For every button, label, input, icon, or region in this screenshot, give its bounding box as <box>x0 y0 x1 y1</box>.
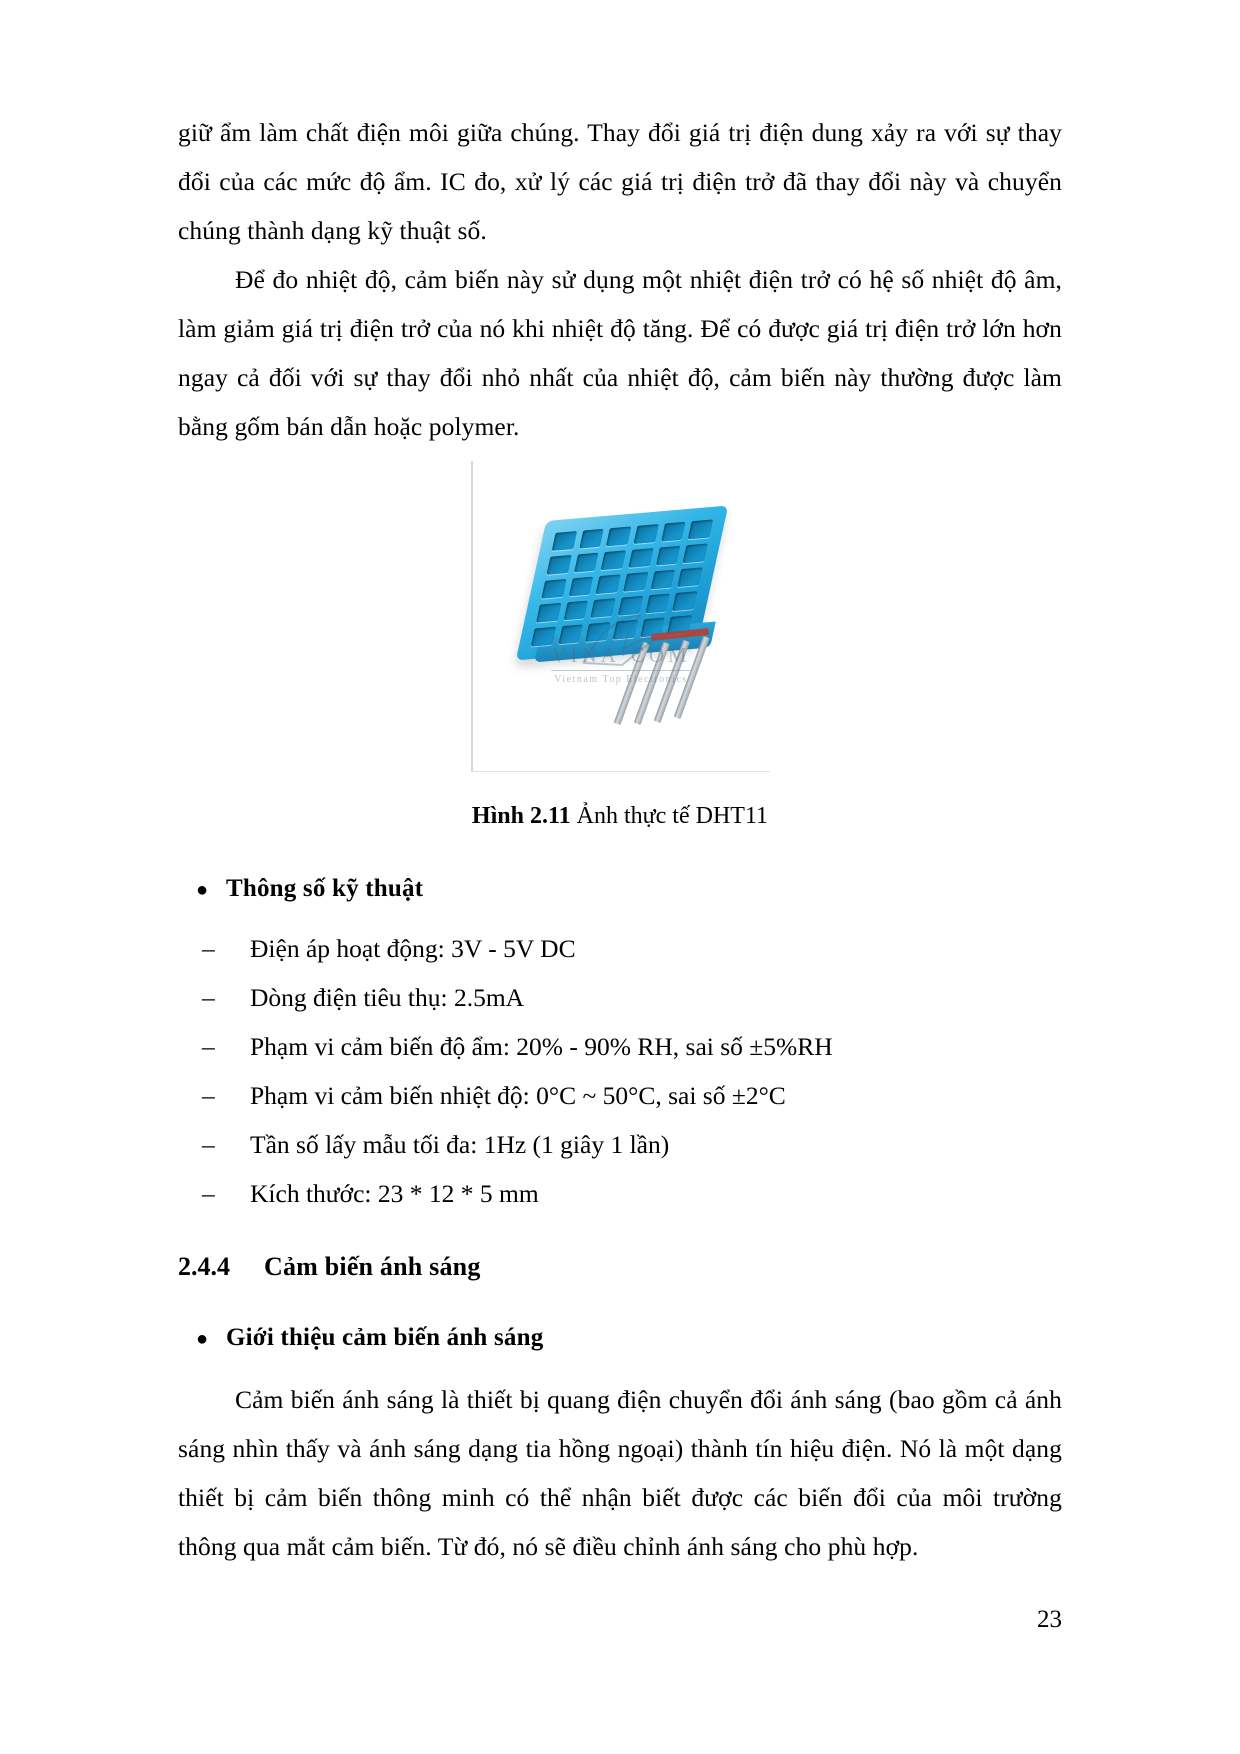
figure-caption-label: Hình 2.11 <box>471 803 571 829</box>
section-title: Cảm biến ánh sáng <box>264 1252 481 1281</box>
list-item <box>178 1071 1062 1120</box>
figure-image-dht11 <box>471 461 770 772</box>
dash-marker-icon: – <box>202 1032 215 1061</box>
section-heading-2-4-4 <box>178 1252 1062 1282</box>
list-item-text: Phạm vi cảm biến nhiệt độ: 0°C ~ 50°C, sai số ±2°C <box>250 1081 786 1110</box>
bullet-dot-icon: ● <box>195 1328 209 1350</box>
list-item <box>178 1022 1062 1071</box>
watermark-main-text: VINA·COM <box>551 643 690 671</box>
list-item-text: Phạm vi cảm biến độ ẩm: 20% - 90% RH, sai số ±5%RH <box>250 1032 833 1061</box>
specs-list <box>178 924 1062 1218</box>
watermark-sub-text: Vietnam Top Electronics <box>554 674 688 685</box>
list-item <box>178 1120 1062 1169</box>
paragraph-1: giữ ẩm làm chất điện môi giữa chúng. Thay đổi giá trị điện dung xảy ra với sự thay đổi của các mức độ ẩm. IC đo, xử lý các giá trị điện trở đã thay đổi này và chuyển chúng thành dạng kỹ thuật số. <box>178 118 1062 245</box>
section-number: 2.4.4 <box>178 1252 230 1281</box>
paragraph-2: Để đo nhiệt độ, cảm biến này sử dụng một nhiệt điện trở có hệ số nhiệt độ âm, làm giảm giá trị điện trở của nó khi nhiệt độ tăng. Để có được giá trị điện trở lớn hơn ngay cả đối với sự thay đổi nhỏ nhất của nhiệt độ, cảm biến này thường được làm bằng gốm bán dẫn hoặc polymer. <box>178 265 1062 441</box>
subsection-heading-label: Giới thiệu cảm biến ánh sáng <box>226 1324 544 1351</box>
dash-marker-icon: – <box>202 1081 215 1110</box>
specs-heading-label: Thông số kỹ thuật <box>226 875 424 902</box>
figure-2-11 <box>178 461 1062 833</box>
list-item-text: Dòng điện tiêu thụ: 2.5mA <box>250 983 525 1012</box>
specs-heading <box>178 869 1062 910</box>
dash-marker-icon: – <box>202 934 215 963</box>
dash-marker-icon: – <box>202 1179 215 1208</box>
bullet-dot-icon: ● <box>195 879 209 901</box>
list-item-text: Tần số lấy mẫu tối đa: 1Hz (1 giây 1 lần) <box>250 1130 670 1159</box>
page-number: 23 <box>1037 1606 1062 1633</box>
list-item <box>178 1169 1062 1218</box>
page-content <box>178 108 1062 1571</box>
list-item <box>178 973 1062 1022</box>
watermark-bird-icon <box>578 611 664 669</box>
paragraph-3: Cảm biến ánh sáng là thiết bị quang điện chuyển đổi ánh sáng (bao gồm cả ánh sáng nhìn thấy và ánh sáng dạng tia hồng ngoại) thành tín hiệu điện. Nó là một dạng thiết bị cảm biến thông minh có thể nhận biết được các biến đổi của môi trường thông qua mắt cảm biến. Từ đó, nó sẽ điều chỉnh ánh sáng cho phù hợp. <box>178 1385 1062 1561</box>
figure-caption <box>178 799 1062 833</box>
dash-marker-icon: – <box>202 983 215 1012</box>
list-item-text: Điện áp hoạt động: 3V - 5V DC <box>250 934 576 963</box>
figure-caption-text: Ảnh thực tế DHT11 <box>576 803 769 829</box>
list-item-text: Kích thước: 23 * 12 * 5 mm <box>250 1179 539 1208</box>
subsection-heading <box>178 1318 1062 1359</box>
list-item <box>178 924 1062 973</box>
dash-marker-icon: – <box>202 1130 215 1159</box>
